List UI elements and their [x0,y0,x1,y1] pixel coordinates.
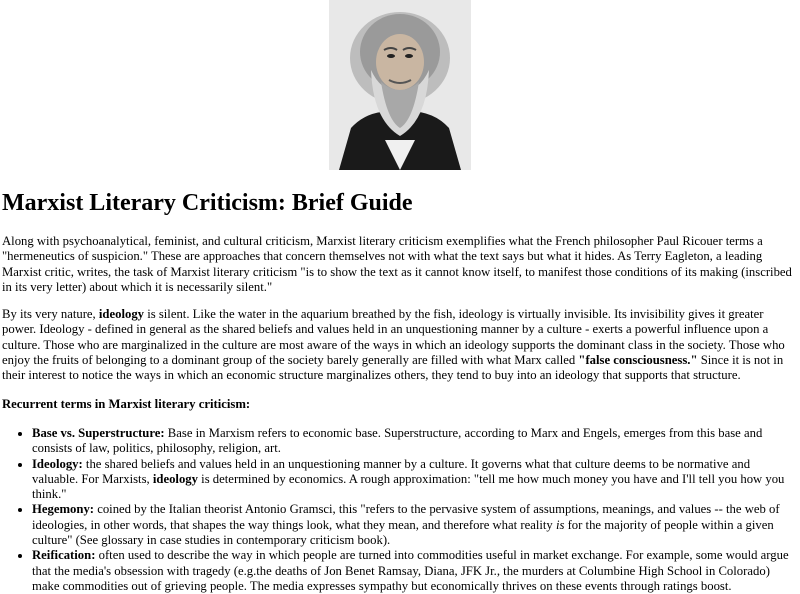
term-label: Hegemony: [32,502,95,517]
page-title: Marxist Literary Criticism: Brief Guide [2,190,413,216]
term-definition-cont: for the majority of people within a given culture" (See glossary in case studies in contemporary criticism book). [32,517,774,548]
ideology-text-3: Since it is not in their interest to notice the ways in which an economic structure marginalizes others, they tend to buy into an ideology that supports that structure. [2,353,784,383]
terms-list [0,426,800,594]
ideology-paragraph [2,307,799,383]
portrait-icon [329,0,471,170]
ideology-bold-1: ideology [98,307,145,322]
list-item [32,457,798,503]
recurrent-terms-heading [2,397,799,412]
term-definition: Base in Marxism refers to economic base. Superstructure, according to Marx and Engels, emerges from this base and consists of law, politics, philosophy, religion, art. [32,425,763,456]
term-definition: the shared beliefs and values held in an unquestioning manner by a culture. It governs what that culture deems to be normative and valuable. For Marxists, [32,456,751,486]
term-label: Ideology: [32,456,83,471]
ideology-text-1: By its very nature, [2,307,99,322]
portrait-container [0,0,800,170]
list-item [32,502,798,548]
term-label: Base vs. Superstructure: [32,425,165,440]
false-consciousness-bold: "false consciousness." [578,353,698,368]
term-label: Reification: [32,548,96,563]
intro-paragraph: Along with psychoanalytical, feminist, and cultural criticism, Marxist literary criticism exemplifies what the French philosopher Paul Ricouer terms a "hermeneutics of suspicion." These are approaches that concern themselves not with what the text says but what it hides. As Terry Eagleton, a leading Marxist critic, writes, the task of Marxist literary criticism "is to show the text as it cannot know itself, to manifest those conditions of its making (inscribed in its very letter) about which it is necessarily silent." [2,234,792,294]
term-inline-bold: ideology [152,471,198,486]
recurrent-terms-heading-text: Recurrent terms in Marxist literary criticism: [2,396,251,411]
ideology-text-2: is silent. Like the water in the aquarium breathed by the fish, ideology is virtually invisible. Its invisibility gives it greater power. Ideology - defined in general as the shared beliefs and values held in an unquestioning manner by a culture - exerts a powerful influence upon a culture. Those who are marginalized in the culture are most aware of the ways in which an ideology supports the dominant class in the society. Those who enjoy the fruits of belonging to a dominant group of the society barely generally are filled with what Marx called [2,307,785,368]
term-definition: often used to describe the way in which people are turned into commodities useful in market exchange. For example, some would argue that the media's obsession with tragedy (e.g.the deaths of Jon Benet Ramsay, Diana, JFK Jr., the murders at Columbine High School in Colorado) make commodities out of grieving people. The media expresses sympathy but economically thrives on these events through ratings boost. [32,548,789,593]
term-definition-cont: is determined by economics. A rough approximation: "tell me how much money you have and I'll tell you how you think." [32,471,785,502]
term-definition: coined by the Italian theorist Antonio Gramsci, this "refers to the pervasive system of assumptions, meanings, and values -- the web of ideologies, in other words, that shapes the way things look, what they mean, and therefore what reality [32,502,780,532]
list-item [32,426,798,457]
term-inline-italic: is [555,517,565,532]
list-item [32,548,798,594]
